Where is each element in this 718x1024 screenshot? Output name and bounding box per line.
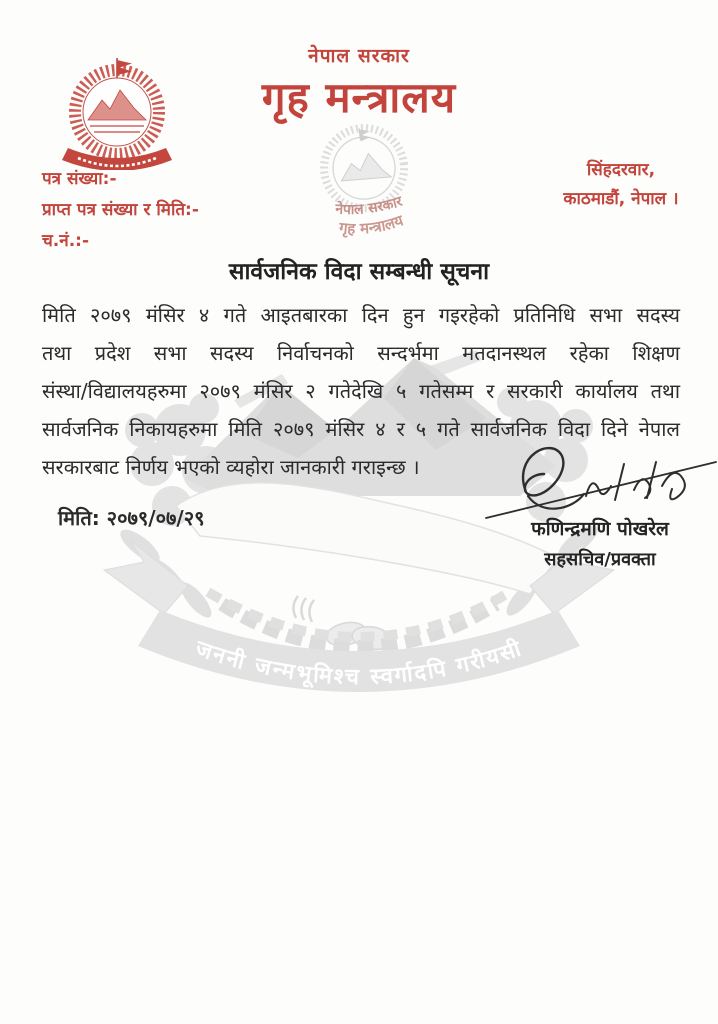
- office-address: [538, 156, 704, 214]
- body-line: संस्था/विद्यालयहरुमा २०७९ मंसिर २ गतेदेखि ५ गतेसम्म र सरकारी कार्यालय तथा: [42, 379, 680, 403]
- reference-fields: [42, 164, 199, 257]
- received-letter-label: प्राप्त पत्र संख्या र मिति:-: [42, 200, 199, 220]
- dispatch-number-label: च.नं.:-: [42, 231, 89, 251]
- watermark-motto: जननी जन्मभूमिश्च स्वर्गादपि गरीयसी: [192, 636, 526, 691]
- address-line-2: काठमाडौं, नेपाल ।: [563, 189, 679, 209]
- ministry-title: गृह मन्त्रालय: [261, 73, 457, 122]
- issue-date: मिति: २०७९/०७/२९: [58, 506, 205, 530]
- government-title: नेपाल सरकार: [308, 45, 410, 67]
- signatory-designation: सहसचिव/प्रवक्ता: [544, 549, 656, 570]
- letter-number-label: पत्र संख्या:-: [42, 169, 117, 189]
- body-line: सरकारबाट निर्णय भएको व्यहोरा जानकारी गराइन्छ ।: [42, 455, 420, 479]
- signature-icon: [484, 434, 718, 524]
- nepal-emblem-icon: [56, 52, 178, 170]
- body-line: सार्वजनिक निकायहरुमा मिति २०७९ मंसिर ४ र ५ गते सार्वजनिक विदा दिने नेपाल: [42, 417, 680, 441]
- stamp-line-1: नेपाल सरकार: [334, 193, 405, 219]
- signatory-name: फणिन्द्रमणि पोखरेल: [531, 518, 669, 540]
- body-line: मिति २०७९ मंसिर ४ गते आइतबारका दिन हुन गइरहेको प्रतिनिधि सभा सदस्य: [42, 303, 680, 327]
- ministry-stamp-icon: [296, 120, 436, 248]
- body-line: तथा प्रदेश सभा सदस्य निर्वाचनको सन्दर्भमा मतदानस्थल रहेका शिक्षण: [42, 341, 680, 365]
- stamp-line-2: गृह मन्त्रालय: [338, 211, 406, 238]
- notice-title: सार्वजनिक विदा सम्बन्धी सूचना: [228, 259, 490, 285]
- address-line-1: सिंहदरवार,: [586, 160, 656, 180]
